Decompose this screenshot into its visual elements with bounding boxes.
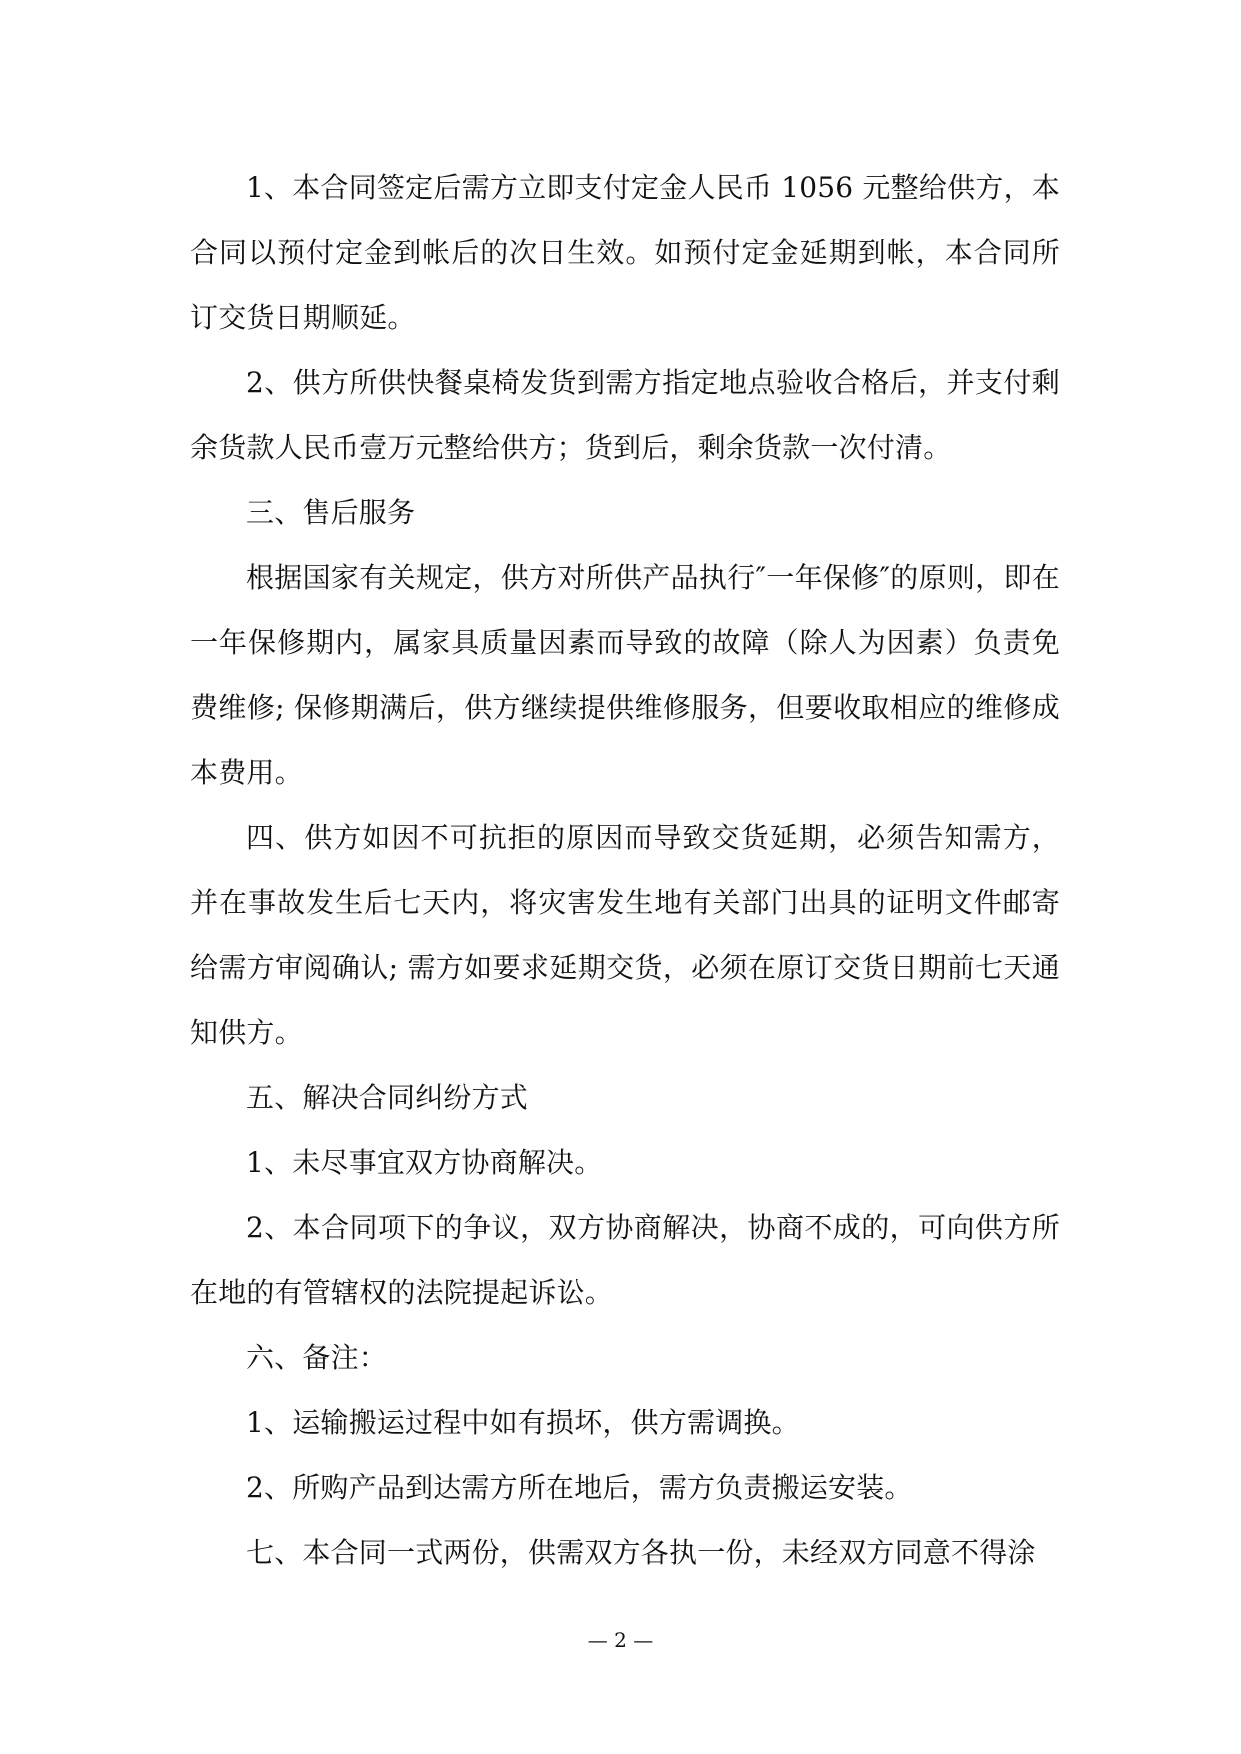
paragraph-force-majeure: 四、供方如因不可抗拒的原因而导致交货延期，必须告知需方，并在事故发生后七天内，将灾害发生地有关部门出具的证明文件邮寄给需方审阅确认; 需方如要求延期交货，必须在原订交货日期前七天通知供方。 xyxy=(190,821,1060,1049)
paragraph-transport-damage: 1、运输搬运过程中如有损坏，供方需调换。 xyxy=(246,1406,800,1439)
paragraph-deposit: 1、本合同签定后需方立即支付定金人民币 1056 元整给供方，本合同以预付定金到帐后的次日生效。如预付定金延期到帐，本合同所订交货日期顺延。 xyxy=(190,171,1060,334)
paragraph-dispute-negotiation: 1、未尽事宜双方协商解决。 xyxy=(246,1146,603,1179)
paragraph-installation: 2、所购产品到达需方所在地后，需方负责搬运安装。 xyxy=(246,1471,913,1504)
section-heading-notes: 六、备注： xyxy=(246,1341,388,1374)
paragraph-warranty: 根据国家有关规定，供方对所供产品执行″一年保修″的原则，即在一年保修期内，属家具质量因素而导致的故障（除人为因素）负责免费维修; 保修期满后，供方继续提供维修服务，但要收取相应的维修成本费用。 xyxy=(190,561,1060,789)
section-heading-after-sales: 三、售后服务 xyxy=(246,496,416,529)
page-number: — 2 — xyxy=(587,1628,654,1652)
paragraph-copies: 七、本合同一式两份，供需双方各执一份，未经双方同意不得涂 xyxy=(246,1536,1036,1569)
paragraph-dispute-litigation: 2、本合同项下的争议，双方协商解决，协商不成的，可向供方所在地的有管辖权的法院提起诉讼。 xyxy=(190,1211,1060,1309)
section-heading-dispute: 五、解决合同纠纷方式 xyxy=(246,1081,529,1114)
paragraph-balance-payment: 2、供方所供快餐桌椅发货到需方指定地点验收合格后，并支付剩余货款人民币壹万元整给供方；货到后，剩余货款一次付清。 xyxy=(190,366,1060,464)
document-body xyxy=(190,155,1060,1585)
